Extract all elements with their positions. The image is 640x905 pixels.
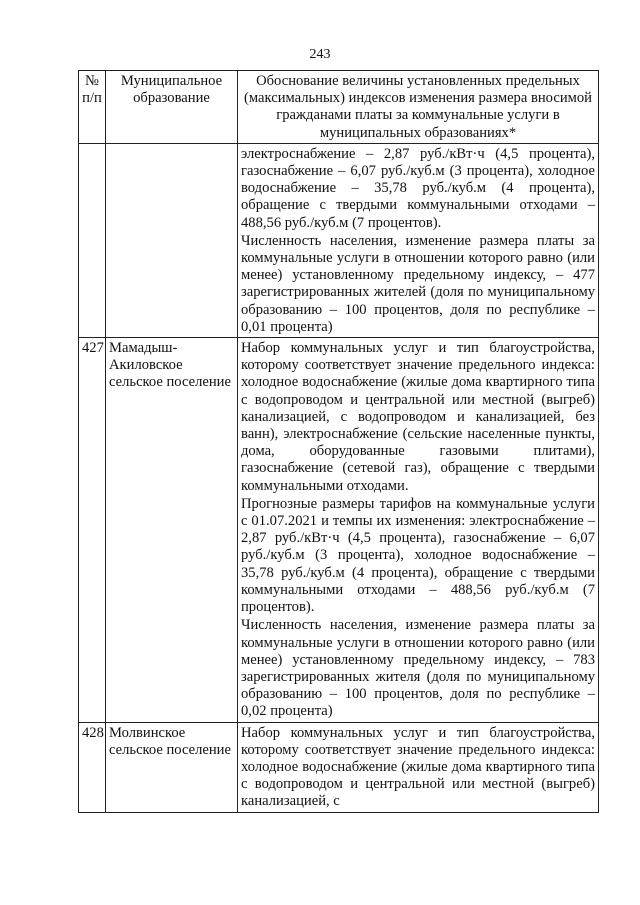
- row-municipality: Мамадыш-Акиловское сельское поселение: [106, 338, 238, 722]
- table-row: [79, 143, 599, 337]
- rationale-paragraph: электроснабжение – 2,87 руб./кВт·ч (4,5 процента), газоснабжение – 6,07 руб./куб.м (3 процента), холодное водоснабжение – 35,78 руб./куб.м (4 процента), обращение с твердыми коммунальными отходами – 488,56 руб./куб.м (7 процентов).: [241, 145, 595, 231]
- rationale-paragraph: Численность населения, изменение размера платы за коммунальные услуги в отношении которого равно (или менее) установленному предельному индексу, – 783 зарегистрированных жителя (доля по муниципальному образованию – 100 процентов, доля по республике – 0,02 процента): [241, 617, 595, 720]
- header-num: № п/п: [79, 71, 106, 144]
- rationale-paragraph: Набор коммунальных услуг и тип благоустройства, которому соответствует значение предельного индекса: холодное водоснабжение (жилые дома квартирного типа с водопроводом и центральной или местной (выгреб) канализацией, с: [241, 724, 595, 810]
- rationale-paragraph: Численность населения, изменение размера платы за коммунальные услуги в отношении которого равно (или менее) установленному предельному индексу, – 477 зарегистрированных жителей (доля по муниципальному образованию – 100 процентов, доля по республике – 0,01 процента): [241, 232, 595, 335]
- row-municipality: [106, 143, 238, 337]
- page-bottom-margin: [78, 848, 598, 905]
- header-rationale: Обоснование величины установленных предельных (максимальных) индексов изменения размера вносимой гражданами платы за коммунальные услуги в муниципальных образованиях*: [238, 71, 599, 144]
- row-rationale: [238, 338, 599, 722]
- row-number: 428: [79, 722, 106, 812]
- row-number: [79, 143, 106, 337]
- table-row: [79, 722, 599, 812]
- row-number: 427: [79, 338, 106, 722]
- header-municipality: Муниципальное образование: [106, 71, 238, 144]
- row-rationale: [238, 143, 599, 337]
- utility-index-table: [78, 70, 599, 813]
- rationale-paragraph: Набор коммунальных услуг и тип благоустройства, которому соответствует значение предельного индекса: холодное водоснабжение (жилые дома квартирного типа с водопроводом и центральной или местной (выгреб) канализацией, с водопроводом и канализацией, без ванн), электроснабжение (сельские населенные пункты, дома, оборудованные газовыми плитами), газоснабжение (сетевой газ), обращение с твердыми коммунальными отходами.: [241, 340, 595, 494]
- table-row: [79, 338, 599, 722]
- table-header-row: [79, 71, 599, 144]
- rationale-paragraph: Прогнозные размеры тарифов на коммунальные услуги с 01.07.2021 и темпы их изменения: электроснабжение – 2,87 руб./кВт·ч (4,5 процента), газоснабжение – 6,07 руб./куб.м (3 процента), холодное водоснабжение – 35,78 руб./куб.м (4 процента), обращение с твердыми коммунальными отходами – 488,56 руб./куб.м (7 процентов).: [241, 495, 595, 616]
- row-rationale: [238, 722, 599, 812]
- row-municipality: Молвинское сельское поселение: [106, 722, 238, 812]
- page-number: 243: [309, 47, 331, 62]
